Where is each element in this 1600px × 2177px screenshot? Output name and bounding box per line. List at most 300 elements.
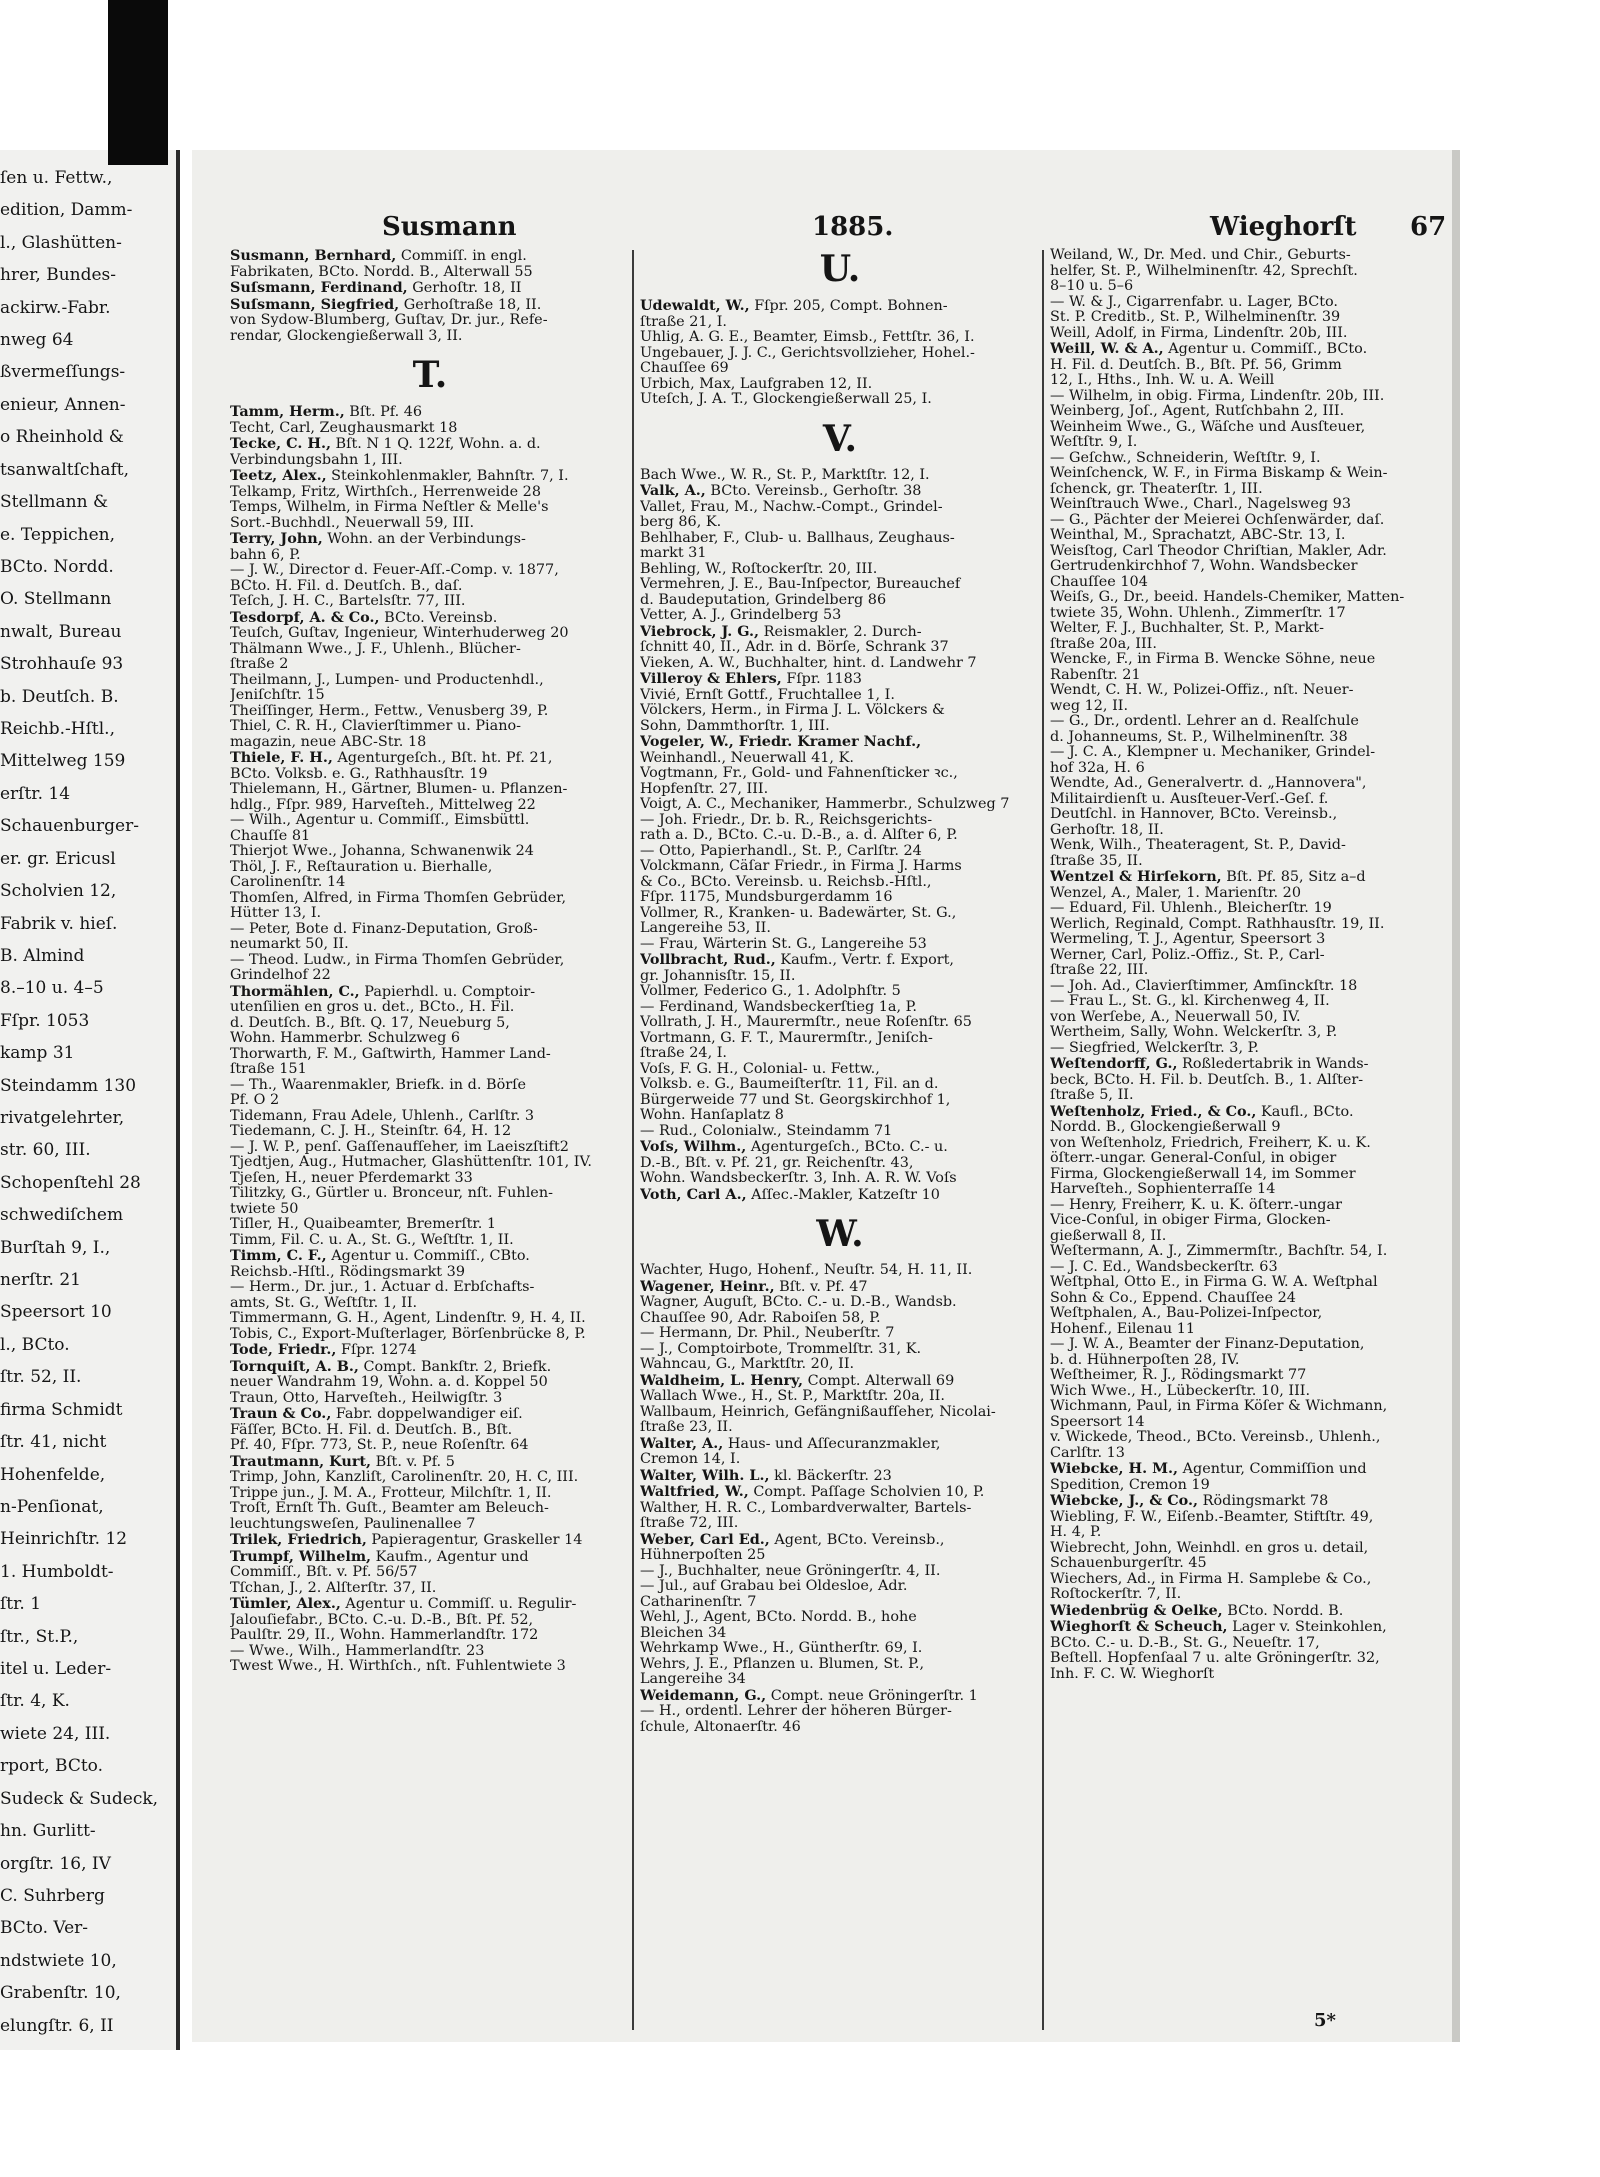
entry-details: — J. C. Ed., Wandsbeckerſtr. 63: [1050, 1259, 1278, 1275]
previous-page-line: Schauenburger-: [0, 816, 139, 836]
entry-name: Weſtenholz, Fried., & Co.,: [1050, 1103, 1257, 1120]
directory-entry: [230, 1233, 630, 1249]
previous-page-line: hn. Gurlitt-: [0, 1821, 96, 1841]
entry-details: — Theod. Ludw., in Firma Thomſen Gebrüder,: [230, 952, 565, 968]
entry-details: — W. & J., Cigarrenfabr. u. Lager, BCto.: [1050, 294, 1339, 310]
entry-details: Völckers, Herm., in Firma J. L. Völckers &: [640, 703, 945, 718]
entry-details: Jeniſchſtr. 15: [230, 688, 325, 703]
entry-details: Compt. Paſſage Scholvien 10, P.: [748, 1484, 985, 1500]
directory-entry: [640, 828, 1040, 844]
entry-details: Timm, Fil. C. u. A., St. G., Weſtſtr. 1, II.: [230, 1232, 514, 1248]
entry-details: Weill, Adolf, in Firma, Lindenſtr. 20b, III.: [1050, 325, 1348, 341]
directory-entry: [1050, 1322, 1454, 1338]
entry-details: Catharinenſtr. 7: [640, 1594, 757, 1610]
entry-details: Lager v. Steinkohlen,: [1227, 1619, 1387, 1635]
directory-entry: [230, 1406, 630, 1423]
entry-name: Trautmann, Kurt,: [230, 1453, 372, 1470]
directory-entry: [1050, 341, 1454, 358]
header-year: 1885.: [812, 212, 894, 242]
entry-details: Wehrkamp Wwe., H., Güntherſtr. 69, I.: [640, 1641, 923, 1656]
entries-t: [230, 404, 630, 1675]
entry-details: Weinſtrauch Wwe., Charl., Nagelsweg 93: [1050, 497, 1351, 512]
entry-details: Thielemann, H., Gärtner, Blumen- u. Pflanzen-: [230, 782, 568, 797]
column-middle: [640, 248, 1040, 1735]
entry-name: Traun & Co.,: [230, 1406, 332, 1422]
directory-entry: [230, 1296, 630, 1312]
entry-details: Thierjot Wwe., Johanna, Schwanenwik 24: [230, 844, 534, 859]
directory-entry: [1050, 1010, 1454, 1026]
entry-details: ſtraße 23, II.: [640, 1420, 733, 1435]
entry-details: ſtraße 35, II.: [1050, 853, 1143, 869]
previous-page-line: kamp 31: [0, 1043, 75, 1063]
directory-entry: [640, 1595, 1040, 1611]
entry-details: Weſtermann, A. J., Zimmermſtr., Bachſtr. 54, I.: [1050, 1244, 1388, 1259]
directory-entry: [230, 984, 630, 1001]
directory-entry: [230, 485, 630, 501]
header-last-name: Wieghorſt: [1210, 212, 1357, 242]
entry-details: Wohn. Hanſaplatz 8: [640, 1108, 784, 1123]
entry-details: Firma, Glockengießerwall 14, im Sommer: [1050, 1166, 1356, 1182]
directory-entry: [1050, 1151, 1454, 1167]
entry-details: Tilitzky, G., Gürtler u. Bronceur, nſt. Fuhlen-: [230, 1186, 553, 1201]
directory-entry: [640, 1373, 1040, 1390]
directory-entry: [230, 1470, 630, 1486]
directory-entry: [640, 1295, 1040, 1311]
directory-entry: [1050, 373, 1454, 389]
entry-details: Agentur u. Commiſſ., CBto.: [326, 1248, 530, 1264]
directory-entry: [1050, 1291, 1454, 1307]
entry-details: Vogtmann, Fr., Gold- und Fahnenſticker ꝛc.,: [640, 766, 958, 781]
previous-page-line: rivatgelehrter,: [0, 1108, 125, 1128]
entry-details: Vollrath, J. H., Maurermſtr., neue Roſenſtr. 65: [640, 1015, 972, 1030]
directory-entry: [230, 1359, 630, 1376]
entry-details: Walther, H. R. C., Lombardverwalter, Bartels-: [640, 1500, 972, 1516]
entry-details: Cremon 14, I.: [640, 1452, 741, 1467]
entry-details: Bſt. N 1 Q. 122f, Wohn. a. d.: [330, 436, 541, 452]
entry-details: Carlſtr. 13: [1050, 1445, 1125, 1461]
entry-details: beck, BCto. H. Fil. b. Deutſch. B., 1. Alſter-: [1050, 1072, 1364, 1088]
directory-entry: [640, 952, 1040, 969]
entry-details: neumarkt 50, II.: [230, 937, 349, 952]
entry-details: Thomſen, Alfred, in Firma Thomſen Gebrüder,: [230, 890, 567, 906]
directory-entry: [230, 1280, 630, 1296]
entry-details: — Th., Waarenmakler, Briefk. in d. Börſe: [230, 1077, 526, 1093]
entry-details: ſchenck, gr. Theaterſtr. 1, III.: [1050, 481, 1263, 497]
directory-entry: [1050, 435, 1454, 451]
previous-page-edge: [176, 150, 180, 2050]
entry-details: Roßledertabrik in Wands-: [1177, 1056, 1369, 1072]
entry-details: Weſtſtr. 9, I.: [1050, 435, 1138, 450]
entry-details: berg 86, K.: [640, 515, 722, 530]
directory-entry: [1050, 310, 1454, 326]
entry-details: — Joh. Ad., Clavierſtimmer, Amſinckſtr. 18: [1050, 978, 1358, 994]
entry-details: magazin, neue ABC-Str. 18: [230, 734, 427, 750]
entry-details: — Eduard, Fil. Uhlenh., Bleicherſtr. 19: [1050, 901, 1332, 916]
entry-details: Wendte, Ad., Generalvertr. d. „Hannovera",: [1050, 776, 1367, 791]
directory-entry: [230, 1628, 630, 1644]
directory-entry: [230, 860, 630, 876]
previous-page-line: Sudeck & Sudeck,: [0, 1789, 159, 1809]
entry-details: Fſpr. 205, Compt. Bohnen-: [749, 298, 948, 314]
directory-entry: [1050, 1461, 1454, 1478]
directory-entry: [1050, 1572, 1454, 1588]
directory-entry: [640, 1672, 1040, 1688]
directory-entry: [1050, 1104, 1454, 1121]
entry-details: Wenzel, A., Maler, 1. Marienſtr. 20: [1050, 885, 1301, 901]
entry-details: Vermehren, J. E., Bau-Inſpector, Bureauchef: [640, 577, 961, 592]
entry-details: — Geſchw., Schneiderin, Weſtſtr. 9, I.: [1050, 450, 1321, 466]
directory-entry: [640, 577, 1040, 593]
entry-details: — J., Comptoirbote, Trommelſtr. 31, K.: [640, 1341, 922, 1357]
previous-page-line: orgſtr. 16, IV: [0, 1854, 111, 1874]
entry-details: rendar, Glockengießerwall 3, II.: [230, 328, 463, 344]
directory-entry: [230, 798, 630, 814]
entry-details: — Rud., Colonialw., Steindamm 71: [640, 1123, 893, 1139]
entry-details: Fſpr. 1175, Mundsburgerdamm 16: [640, 890, 893, 905]
entry-details: BCto. H. Fil. d. Deutſch. B., daſ.: [230, 578, 463, 594]
previous-page-line: Speersort 10: [0, 1302, 112, 1322]
entry-details: BCto. Volksb. e. G., Rathhausſtr. 19: [230, 766, 488, 782]
entry-details: Inh. F. C. W. Wieghorſt: [1050, 1666, 1215, 1682]
entry-details: — G., Dr., ordentl. Lehrer an d. Realſchule: [1050, 714, 1359, 729]
entry-details: — J., Buchhalter, neue Gröningerſtr. 4, II.: [640, 1563, 941, 1579]
directory-entry: [1050, 264, 1454, 280]
directory-entry: [230, 1517, 630, 1533]
entry-details: Hühnerpoſten 25: [640, 1548, 766, 1563]
directory-entry: [640, 1187, 1040, 1204]
directory-entry: [230, 782, 630, 798]
directory-entry: [230, 1581, 630, 1597]
directory-entry: [230, 548, 630, 564]
previous-page-line: BCto. Nordd.: [0, 557, 114, 577]
entry-details: d. Deutſch. B., Bſt. Q. 17, Neueburg 5,: [230, 1015, 510, 1031]
entry-details: Tſchan, J., 2. Alſterſtr. 37, II.: [230, 1580, 437, 1596]
entry-name: Timm, C. F.,: [230, 1248, 327, 1264]
entry-details: ſtraße 5, II.: [1050, 1088, 1134, 1103]
entry-details: Wohn. Wandsbeckerſtr. 3, Inh. A. R. W. Voſs: [640, 1171, 957, 1186]
directory-entry: [230, 1000, 630, 1016]
entry-details: b. d. Hühnerpoſten 28, IV.: [1050, 1352, 1240, 1368]
directory-entry: [640, 751, 1040, 767]
directory-entry: [230, 891, 630, 907]
entry-details: Temps, Wilhelm, in Firma Neſtler & Melle's: [230, 500, 549, 515]
directory-entry: [230, 1501, 630, 1517]
entry-details: Sort.-Buchhdl., Neuerwall 59, III.: [230, 515, 475, 531]
entry-details: bahn 6, P.: [230, 547, 301, 563]
entry-details: Jalouſiefabr., BCto. C.-u. D.-B., Bſt. Pf. 52,: [230, 1612, 534, 1628]
entry-details: gießerwall 8, II.: [1050, 1228, 1167, 1244]
directory-entry: [1050, 1430, 1454, 1446]
entry-details: — Jul., auf Grabau bei Oldesloe, Adr.: [640, 1579, 908, 1594]
directory-entry: [230, 248, 630, 265]
directory-entry: [230, 1644, 630, 1660]
directory-entry: [640, 640, 1040, 656]
directory-entry: [640, 719, 1040, 735]
entry-name: Tode, Friedr.,: [230, 1342, 337, 1358]
directory-entry: [640, 921, 1040, 937]
entry-details: Grindelhof 22: [230, 968, 331, 983]
directory-entry: [1050, 1136, 1454, 1152]
directory-entry: [230, 1454, 630, 1471]
entry-details: Gerhoſtraße 18, II.: [399, 296, 542, 313]
entry-details: Wiebling, F. W., Eiſenb.-Beamter, Stiftſtr. 49,: [1050, 1509, 1374, 1525]
entry-details: Compt. Alterwall 69: [803, 1372, 955, 1389]
entry-name: Weill, W. & A.,: [1050, 341, 1164, 357]
directory-entry: [1050, 963, 1454, 979]
entry-details: Speersort 14: [1050, 1414, 1145, 1430]
entry-details: — Henry, Freiherr, K. u. K. öſterr.-ungar: [1050, 1197, 1342, 1213]
entry-details: Weſtphalen, A., Bau-Polizei-Inſpector,: [1050, 1306, 1323, 1321]
entry-details: Hohenf., Eilenau 11: [1050, 1321, 1196, 1337]
directory-entry: [1050, 1025, 1454, 1041]
previous-page-line: BCto. Ver-: [0, 1918, 89, 1938]
directory-entry: [230, 767, 630, 783]
directory-entry: [1050, 420, 1454, 436]
directory-entry: [640, 1000, 1040, 1016]
directory-entry: [640, 1093, 1040, 1109]
entry-details: Weinthal, M., Sprachatzt, ABC-Str. 13, I.: [1050, 528, 1346, 543]
directory-entry: [230, 1265, 630, 1281]
entry-details: d. Baudeputation, Grindelberg 86: [640, 592, 887, 608]
entry-details: Hütter 13, I.: [230, 906, 322, 921]
entry-details: Harveſteh., Sophienterraſſe 14: [1050, 1182, 1276, 1197]
directory-entry: [640, 782, 1040, 798]
entry-name: Udewaldt, W.,: [640, 298, 750, 314]
entry-details: — Joh. Friedr., Dr. b. R., Reichsgerichts-: [640, 812, 933, 828]
directory-entry: [230, 1532, 630, 1549]
directory-entry: [1050, 792, 1454, 808]
entry-name: Waltfried, W.,: [640, 1484, 749, 1500]
entry-name: Terry, John,: [230, 531, 323, 547]
entry-details: H. Fil. d. Deutſch. B., Bſt. Pf. 56, Grimm: [1050, 357, 1342, 373]
entry-details: Tjeſen, H., neuer Pferdemarkt 33: [230, 1170, 473, 1186]
entry-details: Teuſch, Guſtav, Ingenieur, Winterhuderweg 20: [230, 626, 569, 641]
entry-details: Werlich, Reginald, Compt. Rathhausſtr. 19, II.: [1050, 916, 1385, 932]
directory-entry: [640, 1532, 1040, 1549]
entry-details: Gerhoſtr. 18, II: [407, 280, 522, 296]
directory-entry: [640, 346, 1040, 362]
directory-entry: [230, 468, 630, 485]
directory-entry: [1050, 838, 1454, 854]
entry-details: ſtraße 21, I.: [640, 314, 727, 330]
entry-name: Wiebcke, H. M.,: [1050, 1461, 1179, 1477]
page-number: 67: [1410, 212, 1447, 242]
directory-page: [192, 150, 1460, 2042]
directory-entry: [640, 1436, 1040, 1453]
previous-page-line: O. Stellmann: [0, 589, 112, 609]
entry-details: twiete 50: [230, 1201, 299, 1217]
directory-entry: [230, 563, 630, 579]
directory-entry: [1050, 979, 1454, 995]
directory-entry: [1050, 451, 1454, 467]
directory-entry: [1050, 1213, 1454, 1229]
entry-details: Telkamp, Fritz, Wirthſch., Herrenweide 28: [230, 484, 541, 500]
directory-entry: [230, 1217, 630, 1233]
previous-page-line: 8.–10 u. 4–5: [0, 978, 104, 998]
previous-page-line: Heinrichſtr. 12: [0, 1529, 128, 1549]
directory-entry: [1050, 1619, 1454, 1636]
entry-name: Trumpf, Wilhelm,: [230, 1548, 372, 1565]
directory-entry: [1050, 1337, 1454, 1353]
directory-entry: [1050, 652, 1454, 668]
entry-name: Walter, A.,: [640, 1435, 724, 1452]
entry-details: Thöl, J. F., Reſtauration u. Bierhalle,: [230, 859, 493, 875]
directory-entry: [640, 734, 1040, 751]
directory-entry: [1050, 807, 1454, 823]
previous-page-line: edition, Damm-: [0, 200, 133, 220]
directory-entry: [640, 624, 1040, 641]
directory-entry: [1050, 575, 1454, 591]
previous-page-line: Scholvien 12,: [0, 881, 117, 901]
directory-entry: [230, 265, 630, 281]
directory-entry: [1050, 1415, 1454, 1431]
previous-page-line: Reichb.-Hſtl.,: [0, 719, 115, 739]
directory-entry: [230, 516, 630, 532]
directory-entry: [1050, 1120, 1454, 1136]
entry-details: ſchule, Altonaerſtr. 46: [640, 1719, 801, 1735]
entry-details: Chauſſee 90, Adr. Raboiſen 58, P.: [640, 1310, 881, 1326]
directory-entry: [230, 844, 630, 860]
directory-entry: [230, 531, 630, 548]
previous-page-line: firma Schmidt: [0, 1400, 123, 1420]
directory-entry: [1050, 823, 1454, 839]
entry-name: Vogeler, W., Friedr. Kramer Nachf.,: [640, 734, 922, 750]
directory-entry: [640, 656, 1040, 672]
entry-details: Wachter, Hugo, Hohenf., Neuſtr. 54, H. 11, II.: [640, 1263, 973, 1278]
entry-details: Traun, Otto, Harveſteh., Heilwigſtr. 3: [230, 1390, 503, 1406]
previous-page-line: ſtr., St.P.,: [0, 1627, 79, 1647]
directory-entry: [230, 594, 630, 610]
directory-entry: [230, 500, 630, 516]
directory-entry: [230, 1613, 630, 1629]
directory-entry: [1050, 389, 1454, 405]
directory-entry: [230, 297, 630, 314]
entry-details: — Frau L., St. G., kl. Kirchenweg 4, II.: [1050, 994, 1330, 1009]
previous-page-line: Fſpr. 1053: [0, 1011, 90, 1031]
directory-entry: [230, 968, 630, 984]
entry-name: Trilek, Friedrich,: [230, 1532, 367, 1548]
entry-details: Compt. neue Gröningerſtr. 1: [766, 1687, 978, 1704]
entry-details: Bürgerweide 77 und St. Georgskirchhof 1,: [640, 1092, 951, 1108]
entry-details: Wichmann, Paul, in Firma Köſer & Wichmann,: [1050, 1399, 1388, 1414]
entry-details: — Frau, Wärterin St. G., Langereihe 53: [640, 936, 927, 952]
entry-details: weg 12, II.: [1050, 698, 1129, 714]
entry-details: ſtraße 24, I.: [640, 1046, 727, 1061]
previous-page-line: Hohenfelde,: [0, 1465, 106, 1485]
directory-entry: [640, 1420, 1040, 1436]
directory-entry: [1050, 544, 1454, 560]
entry-details: — Siegfried, Welckerſtr. 3, P.: [1050, 1040, 1259, 1056]
entry-details: Wenk, Wilh., Theateragent, St. P., David-: [1050, 838, 1346, 853]
entry-details: Thälmann Wwe., J. F., Uhlenh., Blücher-: [230, 641, 521, 657]
directory-entry: [640, 515, 1040, 531]
entry-name: Weſtendorff, G.,: [1050, 1056, 1178, 1072]
directory-entry: [640, 1031, 1040, 1047]
entry-details: Chauſſee 69: [640, 361, 729, 376]
entry-details: — Ferdinand, Wandsbeckerſtieg 1a, P.: [640, 999, 917, 1015]
directory-entry: [1050, 1587, 1454, 1603]
entry-name: Wieghorſt & Scheuch,: [1050, 1619, 1228, 1635]
entry-details: — J. C. A., Klempner u. Mechaniker, Grindel-: [1050, 745, 1376, 760]
entry-details: leuchtungsweſen, Paulinenallee 7: [230, 1516, 476, 1532]
directory-entry: [230, 1124, 630, 1140]
entry-details: Papierhdl. u. Comptoir-: [359, 983, 536, 1000]
entry-details: Wermeling, T. J., Agentur, Speersort 3: [1050, 932, 1326, 947]
directory-entry: [640, 315, 1040, 331]
directory-entry: [1050, 1525, 1454, 1541]
previous-page-line: Fabrik v. hieſ.: [0, 914, 118, 934]
entry-details: Wohn. Hammerbr. Schulzweg 6: [230, 1031, 461, 1046]
entry-details: hof 32a, H. 6: [1050, 760, 1145, 776]
directory-entry: [640, 906, 1040, 922]
directory-entry: [1050, 1056, 1454, 1073]
entry-details: öſterr.-ungar. General-Conſul, in obiger: [1050, 1151, 1337, 1166]
entry-details: Voigt, A. C., Mechaniker, Hammerbr., Schulzweg 7: [640, 797, 1010, 812]
directory-entry: [1050, 1041, 1454, 1057]
directory-entry: [640, 1720, 1040, 1736]
entry-details: Bſt. v. Pf. 47: [774, 1278, 868, 1295]
entry-details: Carolinenſtr. 14: [230, 875, 346, 890]
directory-entry: [230, 1659, 630, 1675]
previous-page-line: B. Almind: [0, 946, 85, 966]
entry-details: Theiſſinger, Herm., Fettw., Venusberg 39, P.: [230, 703, 549, 719]
previous-page-line: Schopenſtehl 28: [0, 1173, 141, 1193]
entry-details: Pf. O 2: [230, 1093, 280, 1108]
entry-details: Paulſtr. 29, II., Wohn. Hammerlandſtr. 172: [230, 1628, 539, 1643]
directory-entry: [640, 984, 1040, 1000]
letter-heading-t: T.: [412, 354, 448, 396]
entry-name: Suſsmann, Siegfried,: [230, 296, 400, 313]
previous-page-line: ßvermeſſungs-: [0, 362, 126, 382]
entry-details: Hopfenſtr. 27, III.: [640, 781, 769, 797]
column-right: [1050, 248, 1454, 1682]
letter-heading-w: W.: [816, 1213, 864, 1255]
entry-details: Agentur, Commiſſion und: [1178, 1461, 1367, 1477]
entry-details: Teſch, J. H. C., Bartelsſtr. 77, III.: [230, 594, 466, 609]
entry-details: hdlg., Fſpr. 989, Harveſteh., Mittelweg 22: [230, 797, 536, 813]
directory-entry: [640, 468, 1040, 484]
entry-details: Steinkohlenmakler, Bahnſtr. 7, I.: [326, 468, 569, 484]
previous-page-line: nerſtr. 21: [0, 1270, 81, 1290]
directory-entry: [640, 813, 1040, 829]
directory-entry: [1050, 1384, 1454, 1400]
entry-details: Wencke, F., in Firma B. Wencke Söhne, neue: [1050, 652, 1376, 667]
directory-entry: [1050, 326, 1454, 342]
directory-entry: [640, 1279, 1040, 1296]
entry-name: Tamm, Herm.,: [230, 404, 345, 420]
entry-details: — Wwe., Wilh., Hammerlandſtr. 23: [230, 1643, 485, 1659]
directory-entry: [640, 1015, 1040, 1031]
directory-entry: [230, 1171, 630, 1187]
directory-entry: [230, 436, 630, 453]
directory-entry: [1050, 1353, 1454, 1369]
directory-entry: [230, 1093, 630, 1109]
entry-details: BCto. Vereinsb.: [379, 609, 498, 626]
directory-entry: [640, 1139, 1040, 1156]
entries-v: [640, 468, 1040, 1204]
entry-details: helfer, St. P., Wilhelminenſtr. 42, Sprechſt.: [1050, 263, 1358, 279]
directory-entry: [1050, 637, 1454, 653]
entry-details: Wagner, Auguſt, BCto. C.- u. D.-B., Wandsb.: [640, 1295, 957, 1310]
directory-entry: [1050, 1167, 1454, 1183]
previous-page-line: e. Teppichen,: [0, 525, 116, 545]
directory-entry: [230, 1186, 630, 1202]
entry-details: von Weſtenholz, Friedrich, Freiherr, K. u. K.: [1050, 1135, 1371, 1151]
directory-entry: [1050, 528, 1454, 544]
entry-details: — Otto, Papierhandl., St. P., Carlſtr. 24: [640, 843, 922, 859]
directory-entry: [640, 531, 1040, 547]
directory-entry: [640, 1704, 1040, 1720]
